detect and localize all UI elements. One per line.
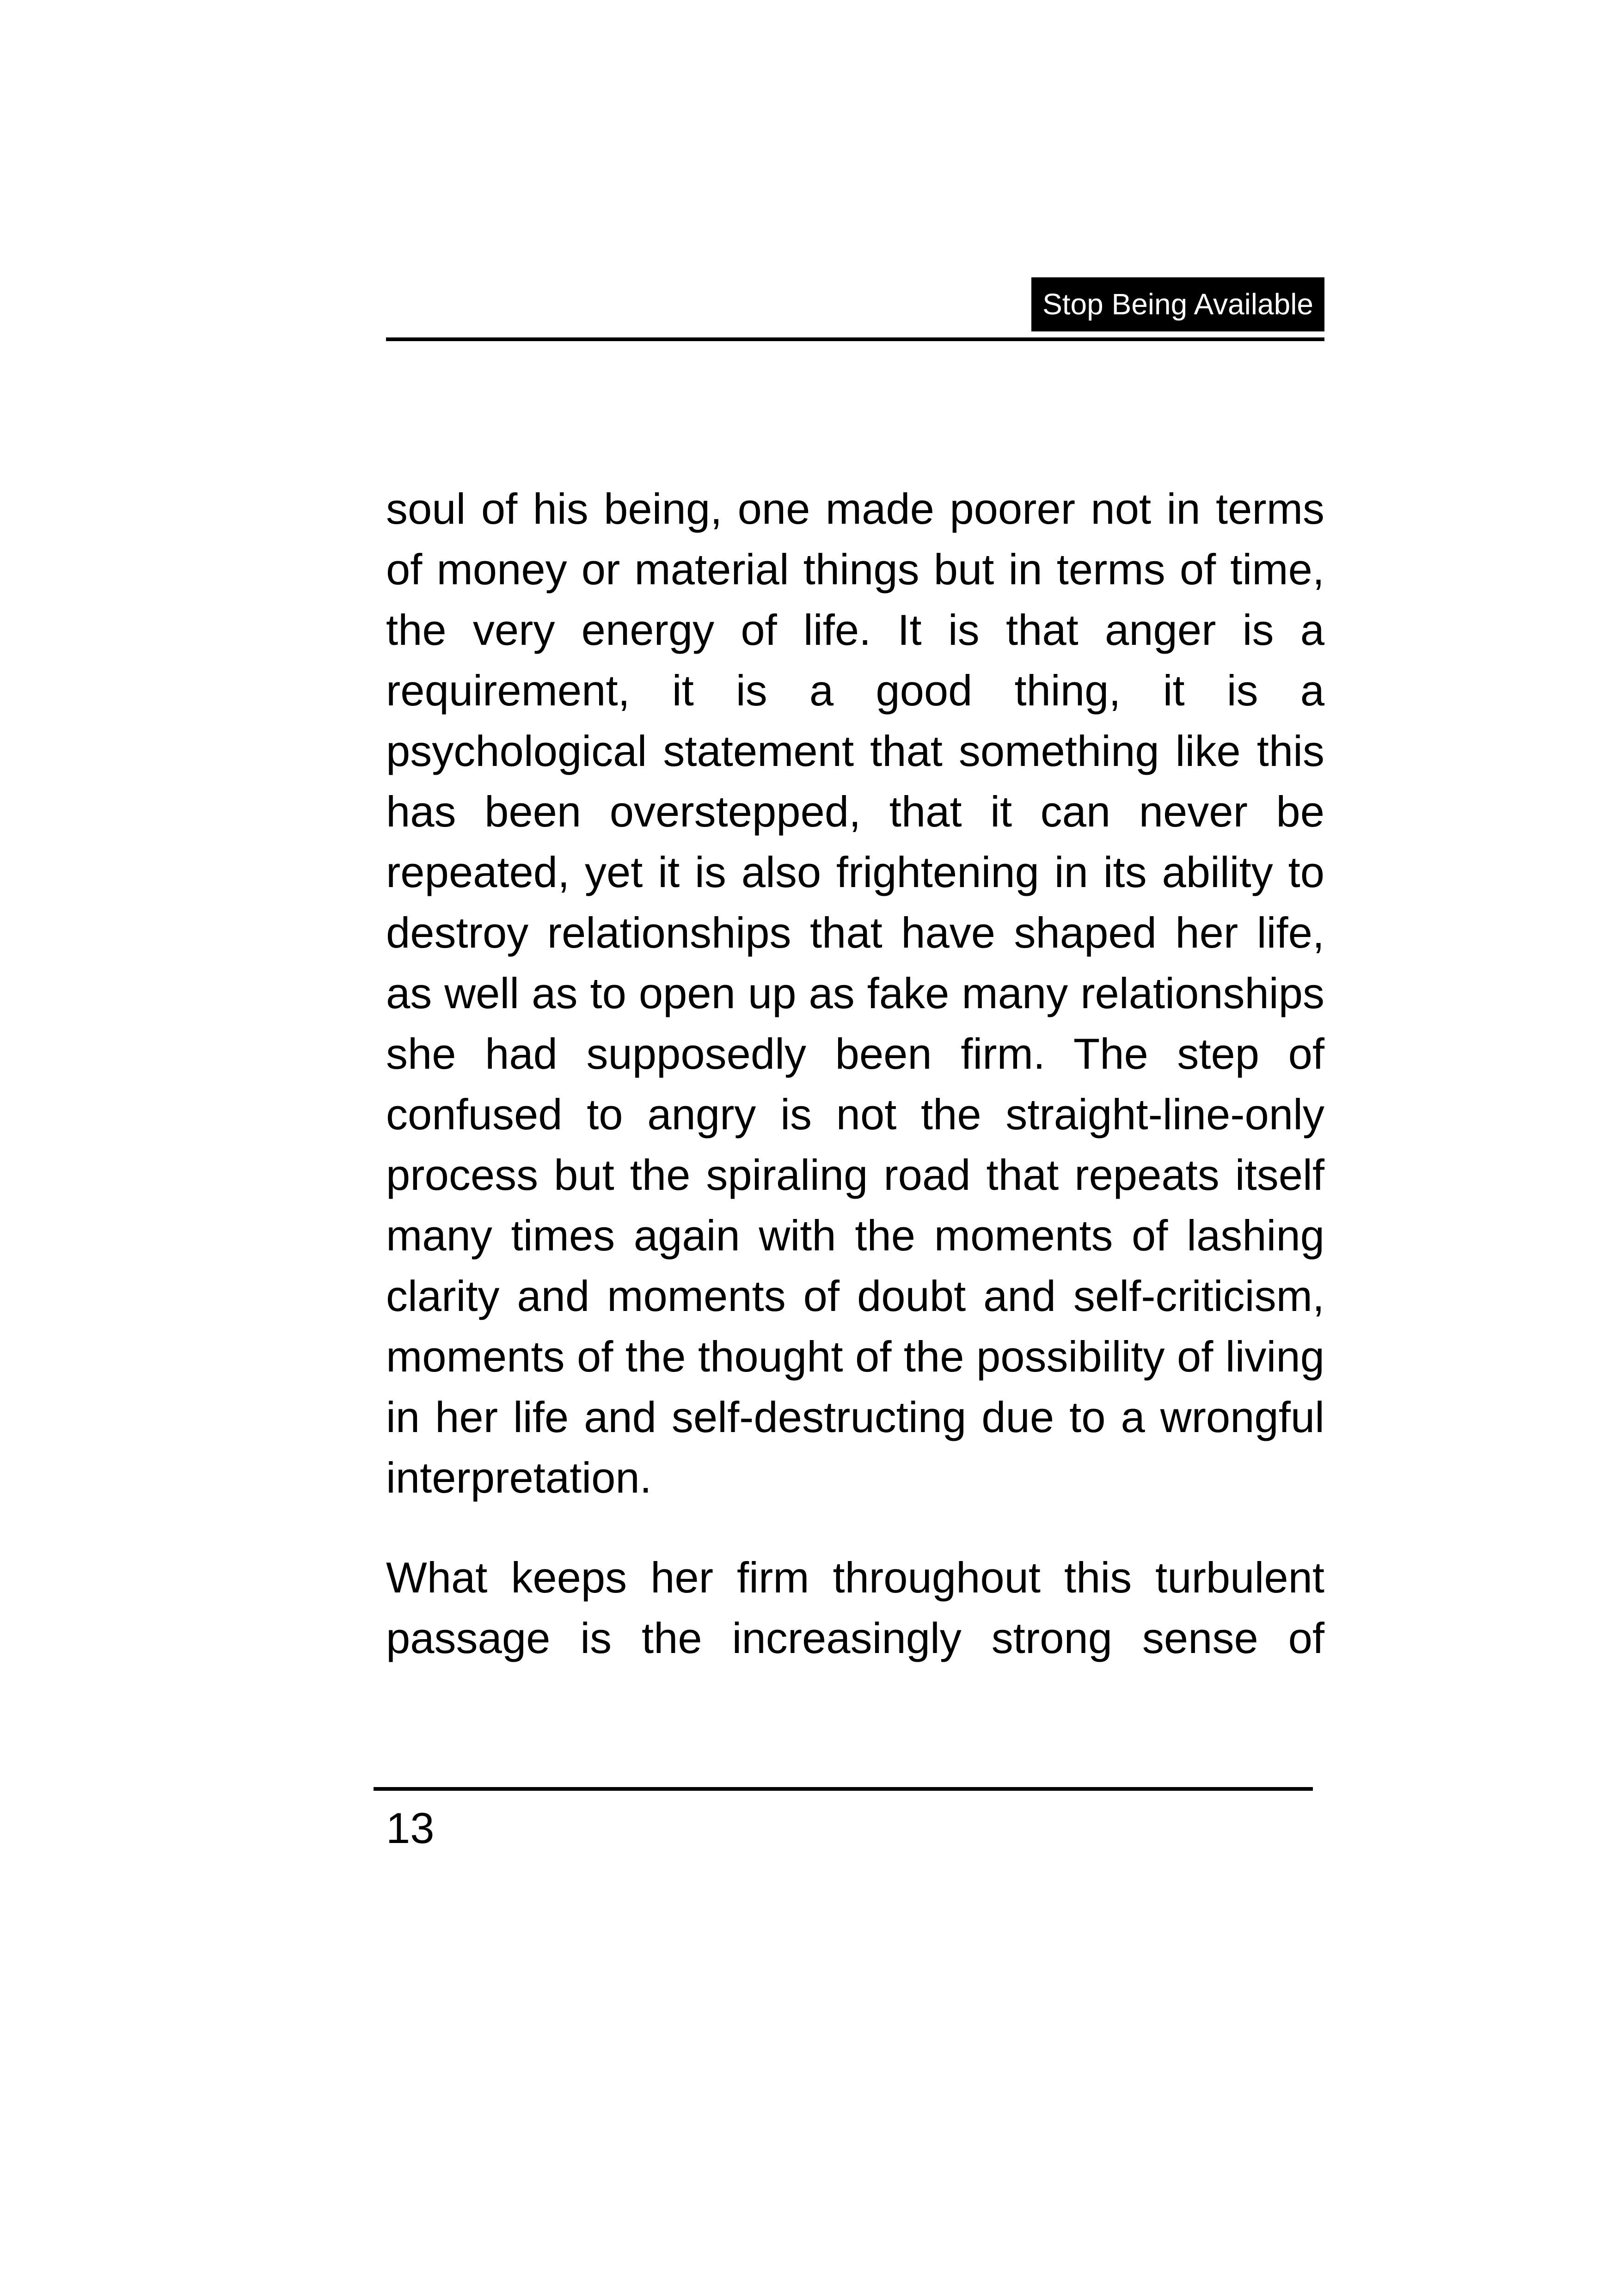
header-rule: [386, 337, 1324, 341]
running-header-title: Stop Being Available: [1031, 277, 1324, 331]
paragraph: What keeps her firm throughout this turbulent passage is the increasingly strong sense of: [386, 1553, 1324, 1662]
footer-rule: [374, 1787, 1313, 1791]
page-number: 13: [386, 1804, 435, 1852]
paragraph: soul of his being, one made poorer not in terms of money or material things but in terms of time, the very energy of life. It is that anger is a requirement, it is a good thing, it is a psychological statement that something like this has been overstepped, that it can never be repeated, yet it is also frightening in its ability to destroy relationships that have shaped her life, as well as to open up as fake many relationships she had supposedly been firm. The step of confused to angry is not the straight-line-only process but the spiraling road that repeats itself many times again with the moments of lashing clarity and moments of doubt and self-criticism, moments of the thought of the possibility of living in her life and self-destructing due to a wrongful interpretation.: [386, 484, 1324, 1502]
body-text: [386, 478, 1324, 1668]
